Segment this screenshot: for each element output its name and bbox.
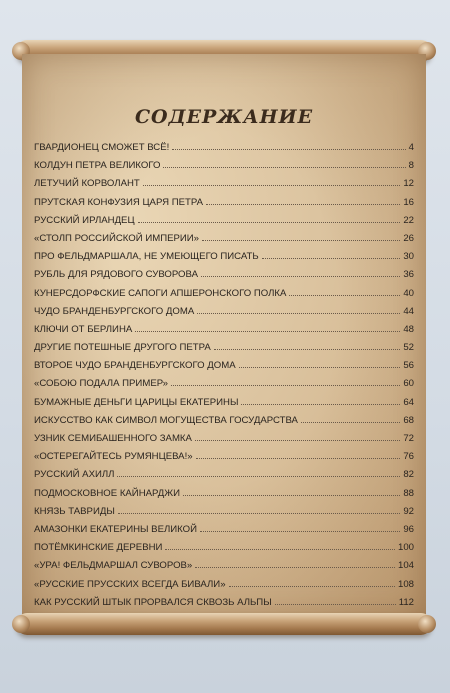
dot-leader — [165, 549, 395, 550]
toc-entry-title: БУМАЖНЫЕ ДЕНЬГИ ЦАРИЦЫ ЕКАТЕРИНЫ — [34, 396, 239, 408]
dot-leader — [195, 440, 400, 441]
dot-leader — [171, 385, 400, 386]
toc-entry-page: 112 — [398, 596, 414, 608]
toc-entry — [34, 524, 414, 542]
toc-entry-title: «РУССКИЕ ПРУССКИХ ВСЕГДА БИВАЛИ» — [34, 578, 226, 590]
dot-leader — [183, 495, 400, 496]
toc-entry-page: 92 — [403, 505, 414, 517]
toc-entry — [34, 378, 414, 396]
toc-entry — [34, 560, 414, 578]
dot-leader — [275, 604, 396, 605]
toc-entry-page: 64 — [403, 396, 414, 408]
toc-entry-page: 40 — [403, 287, 414, 299]
toc-entry-title: АМАЗОНКИ ЕКАТЕРИНЫ ВЕЛИКОЙ — [34, 523, 198, 535]
toc-entry — [34, 360, 414, 378]
dot-leader — [289, 295, 400, 296]
dot-leader — [196, 458, 401, 459]
toc-entry-title: КЛЮЧИ ОТ БЕРЛИНА — [34, 323, 133, 335]
toc-entry — [34, 506, 414, 524]
toc-entry — [34, 415, 414, 433]
toc-entry-page: 48 — [403, 323, 414, 335]
toc-entry-title: УЗНИК СЕМИБАШЕННОГО ЗАМКА — [34, 433, 192, 444]
toc-entry-page: 72 — [403, 433, 414, 444]
toc-entry-page: 22 — [403, 214, 414, 226]
toc-entry-page: 60 — [403, 378, 414, 390]
dot-leader — [229, 586, 395, 587]
toc-entry-page: 4 — [408, 142, 414, 153]
toc-entry-page: 76 — [403, 451, 414, 463]
dot-leader — [138, 222, 401, 223]
dot-leader — [241, 404, 400, 405]
scroll-bottom-rod — [16, 613, 432, 635]
toc-entry-title: КУНЕРСДОРФСКИЕ САПОГИ АПШЕРОНСКОГО ПОЛКА — [34, 287, 287, 299]
toc-entry — [34, 579, 414, 597]
toc-entry-page: 44 — [403, 305, 414, 317]
toc-entry — [34, 251, 414, 269]
toc-entry — [34, 178, 414, 196]
dot-leader — [172, 149, 405, 150]
toc-entry-page: 8 — [408, 160, 414, 172]
toc-entry-title: ИСКУССТВО КАК СИМВОЛ МОГУЩЕСТВА ГОСУДАРСТВА — [34, 414, 298, 426]
toc-entry-page: 12 — [403, 178, 414, 190]
toc-entry-title: «СТОЛП РОССИЙСКОЙ ИМПЕРИИ» — [34, 232, 200, 244]
toc-entry-page: 108 — [397, 578, 414, 590]
toc-entry-title: ДРУГИЕ ПОТЕШНЫЕ ДРУГОГО ПЕТРА — [34, 342, 211, 354]
toc-entry-title: ПРО ФЕЛЬДМАРШАЛА, НЕ УМЕЮЩЕГО ПИСАТЬ — [34, 251, 259, 263]
toc-entry-page: 82 — [403, 469, 414, 481]
toc-entry — [34, 433, 414, 451]
toc-entry — [34, 306, 414, 324]
dot-leader — [202, 240, 400, 241]
dot-leader — [301, 422, 400, 423]
dot-leader — [214, 349, 401, 350]
toc-entry-title: ГВАРДИОНЕЦ СМОЖЕТ ВСЁ! — [34, 142, 170, 153]
toc-entry — [34, 488, 414, 506]
toc-entry-title: ЛЕТУЧИЙ КОРВОЛАНТ — [34, 178, 140, 190]
toc-entry — [34, 269, 414, 287]
toc-entry-page: 26 — [403, 232, 414, 244]
toc-entry-title: ПОТЁМКИНСКИЕ ДЕРЕВНИ — [34, 542, 163, 554]
dot-leader — [135, 331, 400, 332]
dot-leader — [117, 476, 400, 477]
toc-entry-title: ЧУДО БРАНДЕНБУРГСКОГО ДОМА — [34, 305, 195, 317]
toc-entry-title: РУССКИЙ АХИЛЛ — [34, 469, 115, 481]
toc-entry — [34, 469, 414, 487]
toc-entry-title: КАК РУССКИЙ ШТЫК ПРОРВАЛСЯ СКВОЗЬ АЛЬПЫ — [34, 596, 272, 608]
toc-entry — [34, 160, 414, 178]
toc-entry-title: «СОБОЮ ПОДАЛА ПРИМЕР» — [34, 378, 168, 390]
parchment-scroll — [22, 40, 426, 635]
toc-entry-page: 36 — [403, 269, 414, 281]
toc-entry — [34, 542, 414, 560]
toc-entry-page: 56 — [403, 360, 414, 372]
toc-entry-page: 16 — [403, 196, 414, 208]
page-title: СОДЕРЖАНИЕ — [134, 106, 314, 128]
toc-entry — [34, 324, 414, 342]
toc-entry — [34, 451, 414, 469]
dot-leader — [206, 204, 400, 205]
toc-entry — [34, 397, 414, 415]
toc-entry-title: КНЯЗЬ ТАВРИДЫ — [34, 505, 115, 517]
toc-entry — [34, 288, 414, 306]
toc-entry-page: 100 — [397, 542, 414, 554]
toc-entry-page: 96 — [403, 523, 414, 535]
parchment-sheet — [22, 54, 426, 620]
dot-leader — [143, 185, 401, 186]
toc-entry — [34, 142, 414, 160]
toc-entry-title: «ОСТЕРЕГАЙТЕСЬ РУМЯНЦЕВА!» — [34, 451, 193, 463]
toc-entry-title: ПОДМОСКОВНОЕ КАЙНАРДЖИ — [34, 487, 181, 499]
dot-leader — [197, 313, 400, 314]
dot-leader — [239, 367, 401, 368]
toc-entry-title: ВТОРОЕ ЧУДО БРАНДЕНБУРГСКОГО ДОМА — [34, 360, 236, 372]
toc-entry-title: КОЛДУН ПЕТРА ВЕЛИКОГО — [34, 160, 161, 172]
dot-leader — [200, 531, 400, 532]
table-of-contents — [34, 142, 414, 633]
toc-entry — [34, 197, 414, 215]
toc-entry — [34, 233, 414, 251]
dot-leader — [201, 276, 400, 277]
toc-entry-page: 88 — [403, 487, 414, 499]
dot-leader — [118, 513, 401, 514]
toc-entry-title: ПРУТСКАЯ КОНФУЗИЯ ЦАРЯ ПЕТРА — [34, 196, 204, 208]
dot-leader — [262, 258, 401, 259]
toc-entry-title: РУБЛЬ ДЛЯ РЯДОВОГО СУВОРОВА — [34, 269, 199, 281]
toc-entry-title: «УРА! ФЕЛЬДМАРШАЛ СУВОРОВ» — [34, 560, 193, 572]
toc-entry-page: 104 — [397, 560, 414, 572]
toc-entry-page: 30 — [403, 251, 414, 263]
toc-entry — [34, 342, 414, 360]
toc-entry-page: 68 — [403, 414, 414, 426]
dot-leader — [195, 567, 395, 568]
toc-entry-page: 52 — [403, 342, 414, 354]
toc-entry-title: РУССКИЙ ИРЛАНДЕЦ — [34, 214, 135, 226]
dot-leader — [163, 167, 405, 168]
toc-entry — [34, 215, 414, 233]
